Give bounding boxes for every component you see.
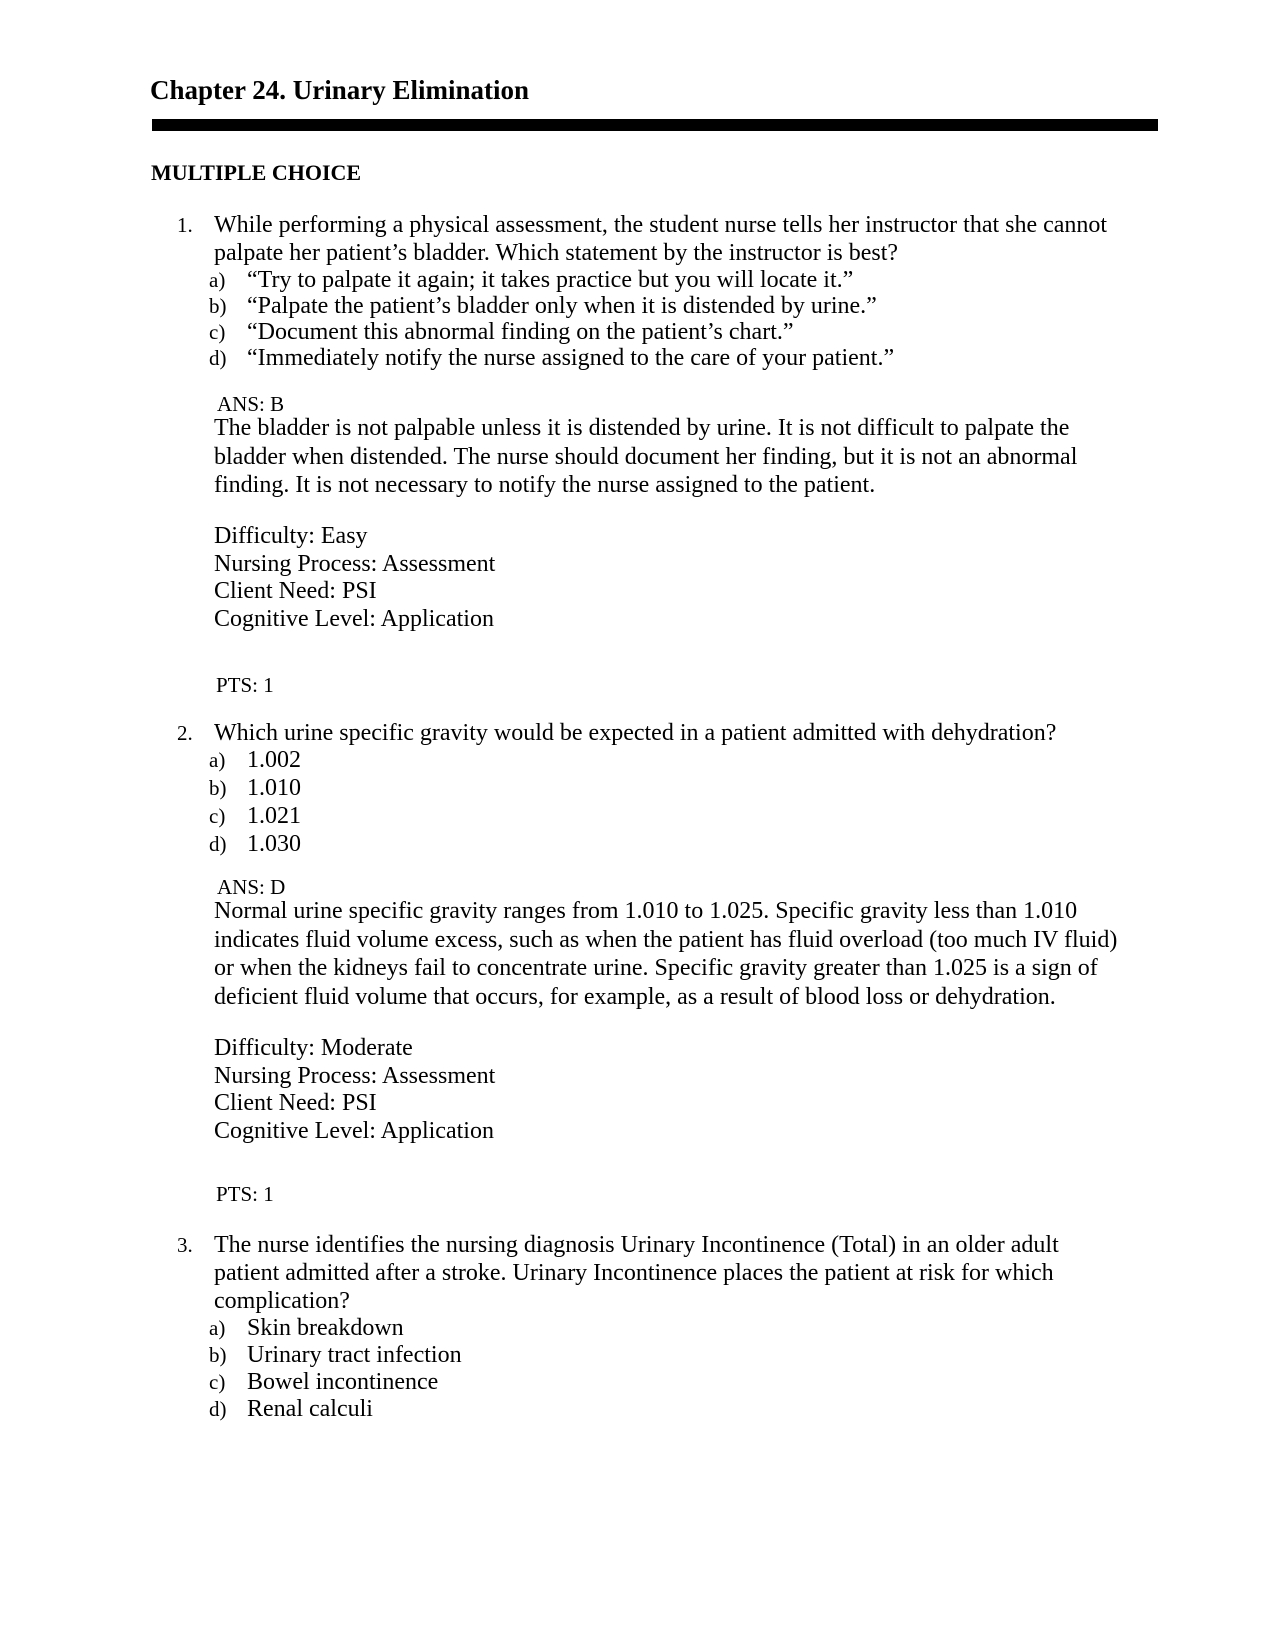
choice-text: Skin breakdown (247, 1315, 404, 1341)
choice-text: Bowel incontinence (247, 1369, 439, 1395)
choice-text: “Immediately notify the nurse assigned to the care of your patient.” (247, 345, 895, 371)
choice-1d (0, 344, 1275, 372)
choice-3a (0, 1314, 1275, 1342)
question-number: 1. (177, 213, 193, 237)
rationale (214, 897, 1174, 1011)
stem-line: The nurse identifies the nursing diagnosis Urinary Incontinence (Total) in an older adult (214, 1232, 1059, 1258)
question-meta (214, 523, 495, 633)
meta-difficulty: Difficulty: Moderate (214, 1035, 413, 1061)
choice-text: Urinary tract infection (247, 1342, 462, 1368)
rationale-line: bladder when distended. The nurse should document her finding, but it is not an abnormal (214, 443, 1078, 470)
title-rule (152, 119, 1158, 131)
choice-text: 1.030 (247, 831, 301, 857)
choice-text: 1.002 (247, 747, 301, 773)
choice-text: 1.021 (247, 803, 301, 829)
choice-letter: c) (209, 320, 226, 344)
meta-client-need: Client Need: PSI (214, 578, 377, 604)
choice-text: “Try to palpate it again; it takes practice but you will locate it.” (247, 267, 854, 293)
answer-label: ANS: B (217, 392, 285, 416)
rationale (214, 414, 1174, 500)
stem-line: Which urine specific gravity would be expected in a patient admitted with dehydration? (214, 720, 1057, 746)
choice-letter: d) (209, 346, 227, 370)
choice-letter: c) (209, 1370, 226, 1394)
choice-letter: b) (209, 1343, 227, 1367)
answer-label: ANS: D (217, 875, 286, 899)
choice-letter: b) (209, 776, 227, 800)
choice-2d (0, 830, 1275, 858)
meta-cognitive-level: Cognitive Level: Application (214, 1117, 494, 1144)
rationale-line: Normal urine specific gravity ranges from 1.010 to 1.025. Specific gravity less than 1.010 (214, 898, 1078, 924)
rationale-line: or when the kidneys fail to concentrate urine. Specific gravity greater than 1.025 is a sign of (214, 955, 1098, 981)
choice-2c (0, 802, 1275, 830)
meta-cognitive-level: Cognitive Level: Application (214, 605, 494, 632)
stem-line: complication? (214, 1288, 350, 1314)
stem-line: palpate her patient’s bladder. Which statement by the instructor is best? (214, 240, 899, 266)
question-meta (214, 1035, 495, 1145)
meta-client-need: Client Need: PSI (214, 1090, 377, 1116)
choice-text: “Document this abnormal finding on the patient’s chart.” (247, 319, 794, 345)
choice-text: 1.010 (247, 775, 301, 801)
choice-3d (0, 1395, 1275, 1423)
question-stem (214, 719, 1174, 747)
choice-letter: d) (209, 832, 227, 856)
meta-nursing-process: Nursing Process: Assessment (214, 550, 496, 577)
choice-text: “Palpate the patient’s bladder only when it is distended by urine.” (247, 293, 877, 319)
stem-line: While performing a physical assessment, the student nurse tells her instructor that she cannot (214, 212, 1108, 238)
points: PTS: 1 (216, 673, 274, 697)
choice-3c (0, 1368, 1275, 1396)
choice-letter: a) (209, 1316, 226, 1340)
question-number: 2. (177, 721, 193, 745)
points: PTS: 1 (216, 1182, 274, 1206)
choice-3b (0, 1341, 1275, 1369)
choice-1c (0, 318, 1275, 346)
rationale-line: The bladder is not palpable unless it is distended by urine. It is not difficult to palpate the (214, 415, 1070, 441)
question-number: 3. (177, 1233, 193, 1257)
choice-letter: a) (209, 268, 226, 292)
choice-letter: a) (209, 748, 226, 772)
meta-nursing-process: Nursing Process: Assessment (214, 1062, 496, 1089)
choice-text: Renal calculi (247, 1396, 373, 1422)
choice-letter: b) (209, 294, 227, 318)
choice-letter: d) (209, 1397, 227, 1421)
question-stem (214, 1231, 1174, 1315)
meta-difficulty: Difficulty: Easy (214, 523, 368, 549)
rationale-line: deficient fluid volume that occurs, for example, as a result of blood loss or dehydration. (214, 983, 1056, 1010)
page-title: Chapter 24. Urinary Elimination (150, 75, 530, 105)
choice-1b (0, 292, 1275, 320)
section-heading: MULTIPLE CHOICE (151, 160, 362, 185)
rationale-line: finding. It is not necessary to notify the nurse assigned to the patient. (214, 472, 876, 498)
question-stem (214, 211, 1174, 267)
rationale-line: indicates fluid volume excess, such as when the patient has fluid overload (too much IV fluid) (214, 926, 1118, 953)
choice-2a (0, 746, 1275, 774)
stem-line: patient admitted after a stroke. Urinary Incontinence places the patient at risk for which (214, 1260, 1054, 1286)
choice-letter: c) (209, 804, 226, 828)
choice-1a (0, 266, 1275, 294)
choice-2b (0, 774, 1275, 802)
